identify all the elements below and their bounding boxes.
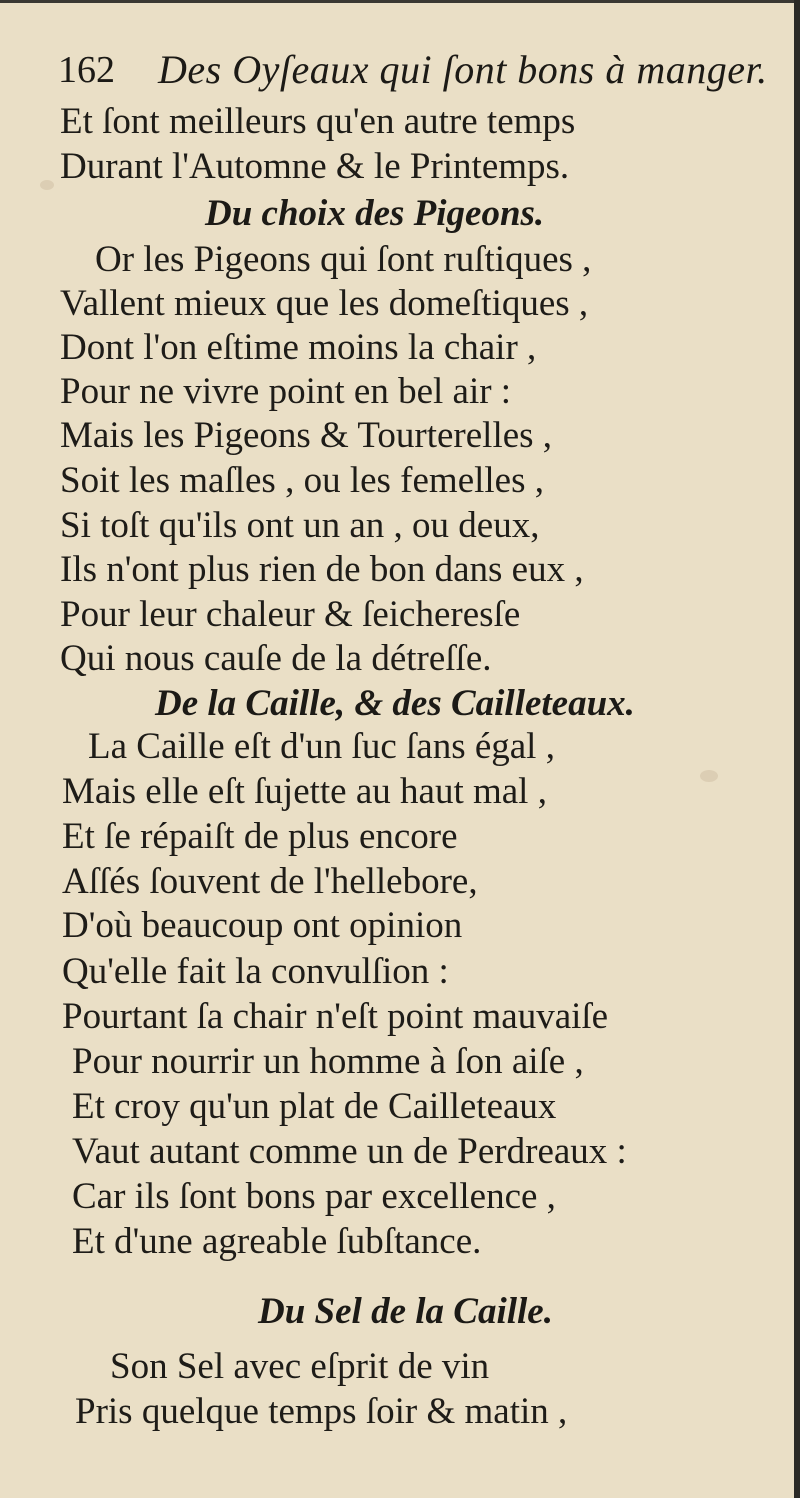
verse-line: Durant l'Automne & le Printemps. xyxy=(60,146,570,187)
verse-line: Pour nourrir un homme à ſon aiſe , xyxy=(72,1041,584,1082)
verse-line: La Caille eſt d'un ſuc ſans égal , xyxy=(88,726,555,767)
verse-line: Vaut autant comme un de Perdreaux : xyxy=(72,1131,627,1172)
verse-line: Et croy qu'un plat de Cailleteaux xyxy=(72,1086,557,1127)
verse-line: Ils n'ont plus rien de bon dans eux , xyxy=(60,549,584,590)
verse-line: Mais les Pigeons & Tourterelles , xyxy=(60,415,553,456)
verse-line: Pour leur chaleur & ſeicheresſe xyxy=(60,594,521,635)
verse-line: Et ſe répaiſt de plus encore xyxy=(62,816,458,857)
verse-line: Et ſont meilleurs qu'en autre temps xyxy=(60,101,576,142)
section-heading: Du choix des Pigeons. xyxy=(205,193,545,234)
running-title: Des Oyſeaux qui ſont bons à manger. xyxy=(158,47,768,92)
verse-line: D'où beaucoup ont opinion xyxy=(62,905,463,946)
verse-line: Aſſés ſouvent de l'hellebore, xyxy=(62,861,478,902)
verse-line: Mais elle eſt ſujette au haut mal , xyxy=(62,771,547,812)
verse-line: Pris quelque temps ſoir & matin , xyxy=(75,1391,568,1432)
section-heading: Du Sel de la Caille. xyxy=(258,1291,553,1332)
section-heading: De la Caille, & des Cailleteaux. xyxy=(155,683,635,724)
verse-line: Soit les maſles , ou les femelles , xyxy=(60,460,544,501)
verse-line: Qui nous cauſe de la détreſſe. xyxy=(60,638,492,679)
verse-line: Pour ne vivre point en bel air : xyxy=(60,371,512,412)
page-header xyxy=(58,42,768,98)
verse-line: Car ils ſont bons par excellence , xyxy=(72,1176,556,1217)
verse-line: Si toſt qu'ils ont un an , ou deux, xyxy=(60,505,540,546)
page-number: 162 xyxy=(58,49,115,91)
verse-line: Qu'elle fait la convulſion : xyxy=(62,951,449,992)
verse-line: Et d'une agreable ſubſtance. xyxy=(72,1221,482,1262)
verse-line: Or les Pigeons qui ſont ruſtiques , xyxy=(95,239,592,280)
verse-line: Dont l'on eſtime moins la chair , xyxy=(60,327,537,368)
verse-line: Pourtant ſa chair n'eſt point mauvaiſe xyxy=(62,996,609,1037)
verse-line: Son Sel avec eſprit de vin xyxy=(110,1346,490,1387)
verse-line: Vallent mieux que les domeſtiques , xyxy=(60,283,589,324)
paper-stain xyxy=(700,770,718,782)
paper-stain xyxy=(40,180,54,190)
